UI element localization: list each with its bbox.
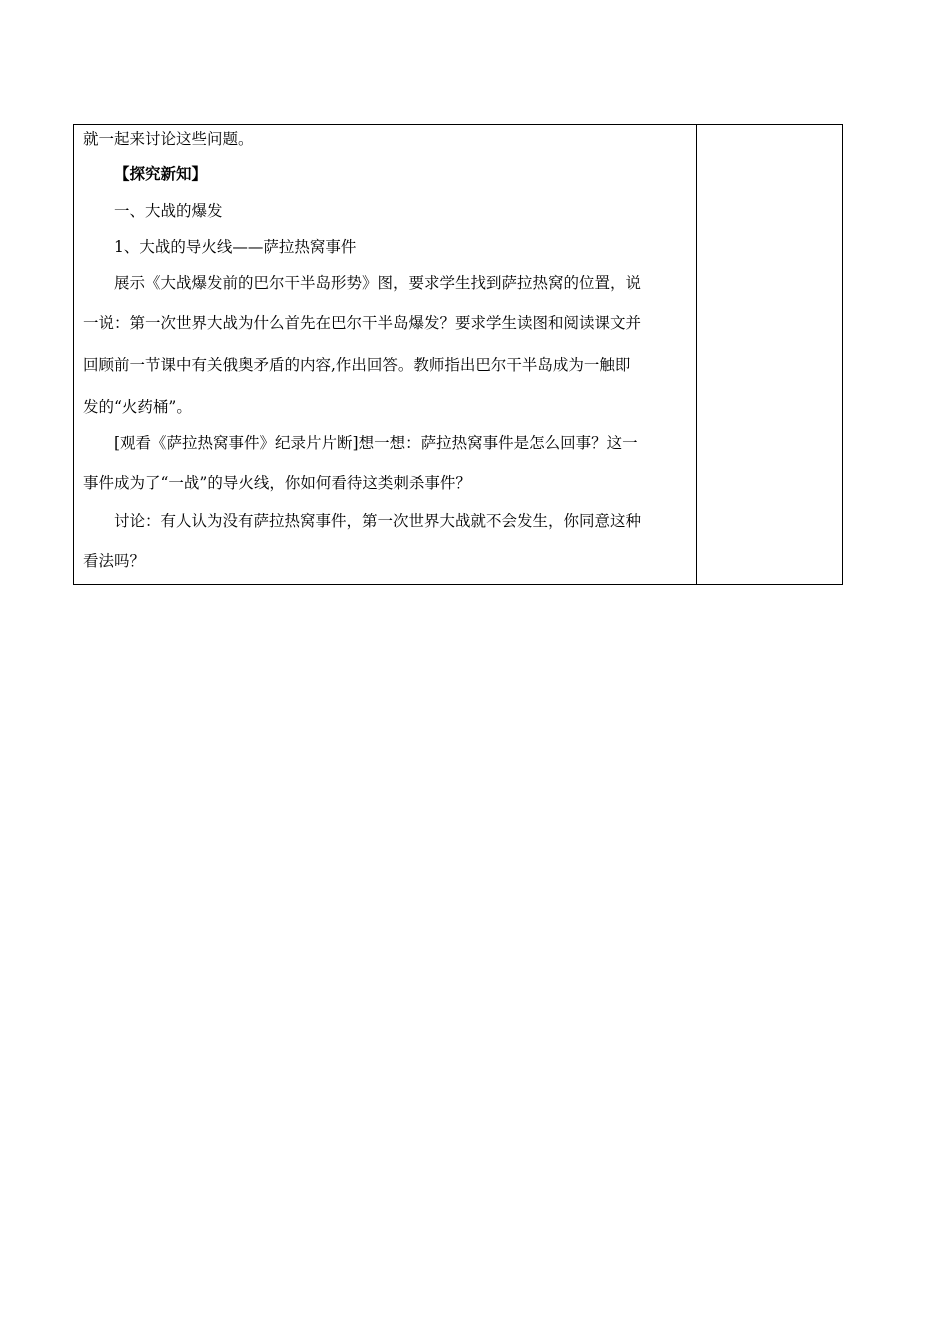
paragraph-line: [观看《萨拉热窝事件》纪录片片断]想一想：萨拉热窝事件是怎么回事？这一 [114,434,638,452]
section-heading: 【探究新知】 [114,164,208,183]
text-line: 就一起来讨论这些问题。 [83,130,254,148]
paragraph-line: 事件成为了“一战”的导火线，你如何看待这类刺杀事件？ [83,474,471,492]
paragraph-line: 发的“火药桶”。 [83,398,192,416]
paragraph-line: 看法吗？ [83,552,146,570]
subheading: 一、大战的爆发 [114,202,223,220]
subheading-item: 1、大战的导火线——萨拉热窝事件 [114,238,357,256]
paragraph-line: 讨论：有人认为没有萨拉热窝事件，第一次世界大战就不会发生，你同意这种 [114,512,642,530]
notes-cell [697,125,842,584]
paragraph-line: 展示《大战爆发前的巴尔干半岛形势》图，要求学生找到萨拉热窝的位置，说 [114,274,642,292]
paragraph-line: 一说：第一次世界大战为什么首先在巴尔干半岛爆发？要求学生读图和阅读课文并 [83,314,642,332]
lesson-content-cell [74,125,697,584]
lesson-table [73,124,843,585]
paragraph-line: 回顾前一节课中有关俄奥矛盾的内容,作出回答。教师指出巴尔干半岛成为一触即 [83,356,631,374]
